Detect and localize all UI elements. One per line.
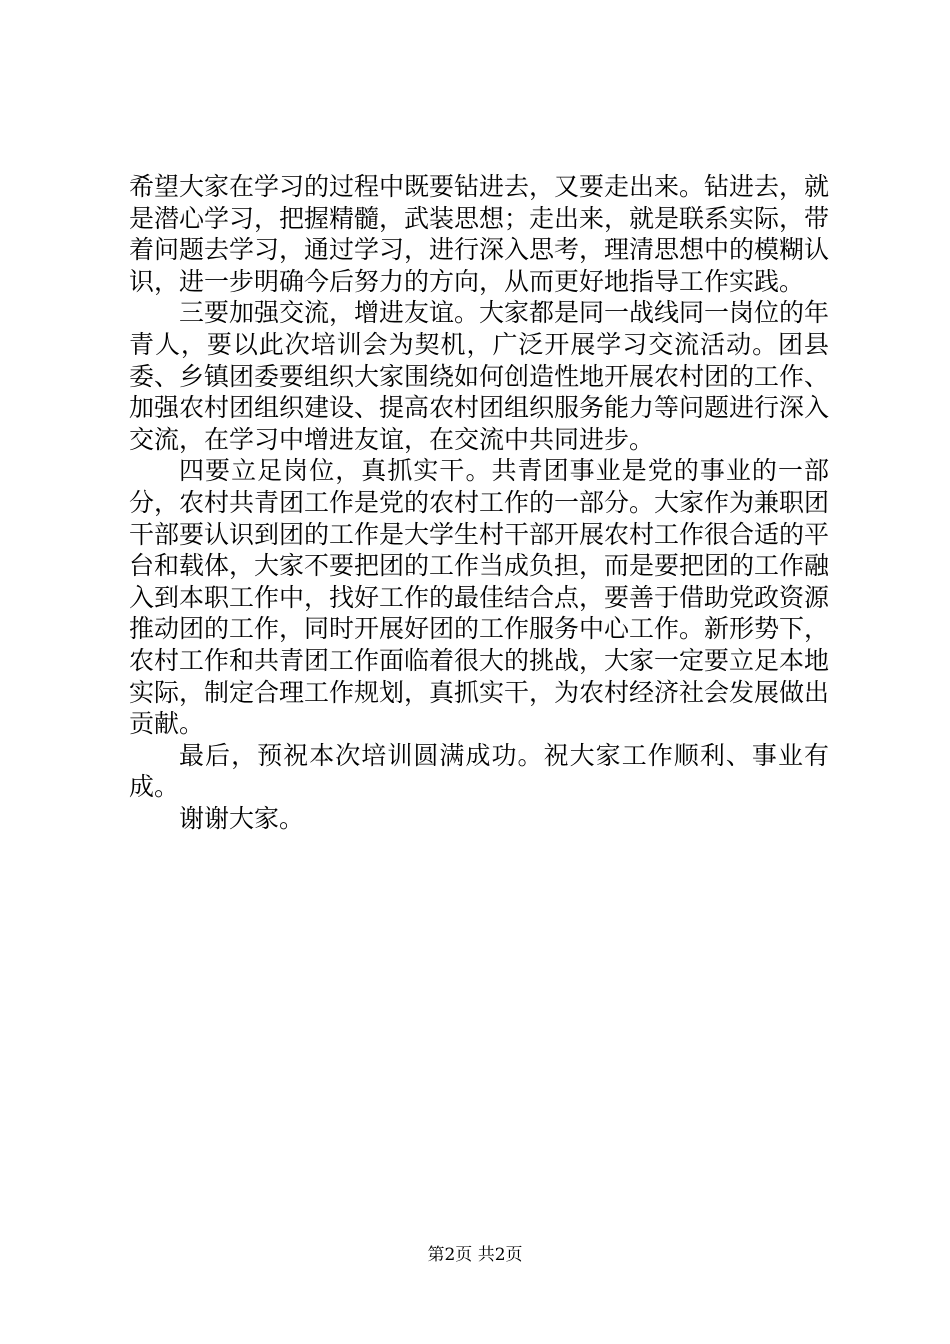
body-text bbox=[129, 171, 829, 834]
page-footer bbox=[0, 1244, 950, 1266]
paragraph-4: 最后，预祝本次培训圆满成功。祝大家工作顺利、事业有成。 bbox=[129, 740, 829, 802]
paragraph-2: 三要加强交流，增进友谊。大家都是同一战线同一岗位的年青人，要以此次培训会为契机，广泛开展学习交流活动。团县委、乡镇团委要组织大家围绕如何创造性地开展农村团的工作、加强农村团组织建设、提高农村团组织服务能力等问题进行深入交流，在学习中增进友谊，在交流中共同进步。 bbox=[129, 298, 830, 454]
page-number: 第2页 共2页 bbox=[427, 1245, 523, 1265]
paragraph-1: 希望大家在学习的过程中既要钻进去，又要走出来。钻进去，就是潜心学习，把握精髓，武装思想；走出来，就是联系实际，带着问题去学习，通过学习，进行深入思考，理清思想中的模糊认识，进一步明确今后努力的方向，从而更好地指导工作实践。 bbox=[129, 172, 830, 296]
paragraph-3: 四要立足岗位，真抓实干。共青团事业是党的事业的一部分，农村共青团工作是党的农村工作的一部分。大家作为兼职团干部要认识到团的工作是大学生村干部开展农村工作很合适的平台和载体，大家不要把团的工作当成负担，而是要把团的工作融入到本职工作中，找好工作的最佳结合点，要善于借助党政资源推动团的工作，同时开展好团的工作服务中心工作。新形势下，农村工作和共青团工作面临着很大的挑战，大家一定要立足本地实际，制定合理工作规划，真抓实干，为农村经济社会发展做出贡献。 bbox=[129, 456, 830, 739]
paragraph-5: 谢谢大家。 bbox=[179, 803, 305, 833]
